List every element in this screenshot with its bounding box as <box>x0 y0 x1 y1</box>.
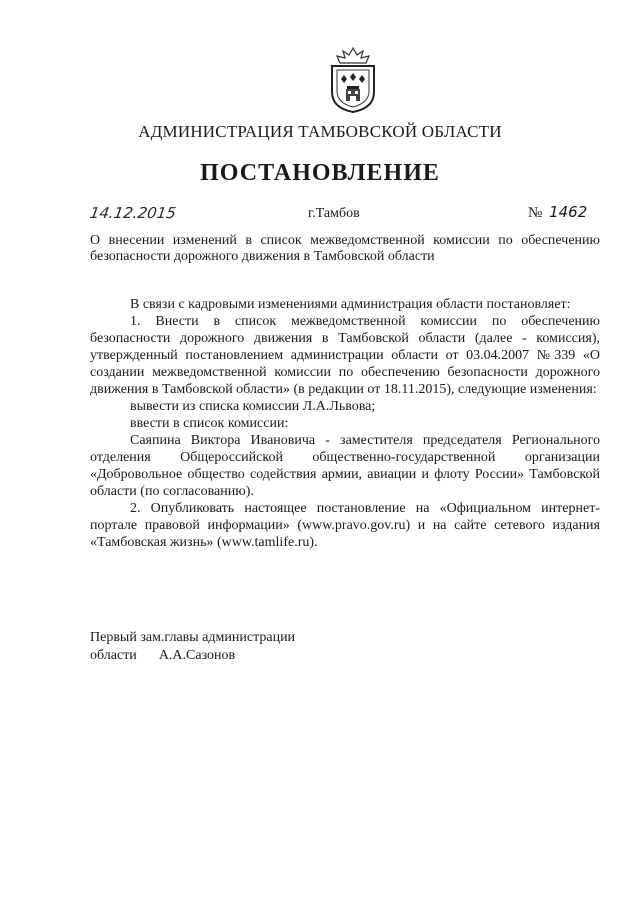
number-sign: № <box>528 205 543 221</box>
signature-block <box>90 629 295 665</box>
number-value: 1462 <box>549 203 588 221</box>
remove-member-line: вывести из списка комиссии Л.А.Львова; <box>130 399 376 414</box>
signatory-name: А.А.Сазонов <box>158 648 236 663</box>
signatory-line-2 <box>90 647 295 665</box>
document-title: ПОСТАНОВЛЕНИЕ <box>200 160 440 186</box>
organization-name: АДМИНИСТРАЦИЯ ТАМБОВСКОЙ ОБЛАСТИ <box>138 122 502 141</box>
new-member-paragraph: Саяпина Виктора Ивановича - заместителя председателя Регионального отделения Общероссийской общественно-государственной организации «Добровольное общество содействия армии, авиации и флоту России» Тамбовской области (по согласованию). <box>90 433 600 499</box>
item-1-paragraph: 1. Внести в список межведомственной комиссии по обеспечению безопасности дорожного движения в Тамбовской области (далее - комиссия), утвержденный постановлением администрации области от 03.04.2007 №339 «О создании межведомственной комиссии по обеспечению безопасности дорожного движения в Тамбовской области» (в редакции от 18.11.2015), следующие изменения: <box>90 314 600 397</box>
document-city: г.Тамбов <box>308 206 360 221</box>
document-date: 14.12.2015 <box>88 204 178 222</box>
coat-of-arms-icon <box>328 46 378 114</box>
signatory-position: Первый зам.главы администрации <box>90 630 296 645</box>
preamble-paragraph: В связи с кадровыми изменениями администрация области постановляет: <box>130 297 571 312</box>
item-2-paragraph: 2. Опубликовать настоящее постановление на «Официальном интернет-портале правовой информации» (www.pravo.gov.ru) и на сайте сетевого издания «Тамбовская жизнь» (www.tamlife.ru). <box>90 501 600 550</box>
document-number <box>528 203 587 222</box>
document-subject: О внесении изменений в список межведомственной комиссии по обеспечению безопасности дорожного движения в Тамбовской области <box>90 233 600 264</box>
document-body <box>90 296 600 551</box>
add-member-line: ввести в список комиссии: <box>130 416 289 431</box>
signatory-region: области <box>90 648 137 663</box>
